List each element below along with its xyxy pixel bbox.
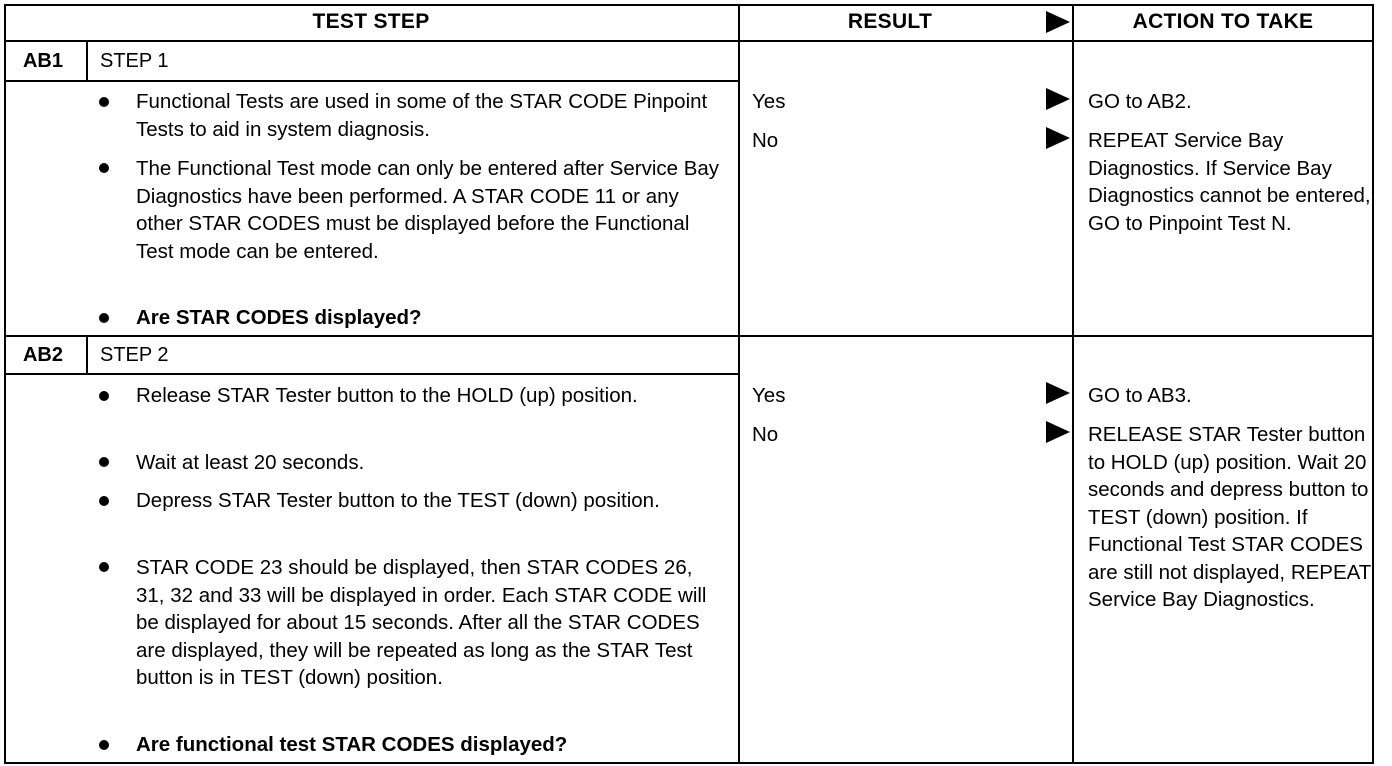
result-no: No [752, 423, 779, 446]
table-bottom-border [4, 762, 1374, 764]
step2-bullet-3: Depress STAR Tester button to the TEST (down) position. [136, 489, 660, 512]
bullet-icon [99, 391, 109, 401]
action-column-divider [1072, 4, 1074, 764]
result-column-divider [738, 4, 740, 764]
step2-bullet-2: Wait at least 20 seconds. [136, 451, 365, 474]
step1-question: Are STAR CODES displayed? [136, 306, 422, 329]
bullet-icon [99, 496, 109, 506]
step1-label-underline [4, 80, 738, 82]
step-id: AB1 [22, 50, 63, 72]
arrow-icon [1046, 421, 1070, 443]
action-yes: GO to AB3. [1088, 384, 1192, 407]
arrow-icon [1046, 382, 1070, 404]
header-action: ACTION TO TAKE [1132, 10, 1314, 33]
step2-label-underline [4, 373, 738, 375]
result-yes: Yes [752, 90, 786, 113]
action-no: RELEASE STAR Tester button to HOLD (up) position. Wait 20 seconds and depress button to TEST (down) position. If Functional Test STAR CODES are still not displayed, REPEAT Service Bay Diagnostics. [1088, 423, 1371, 611]
step1-bullet-1: Functional Tests are used in some of the STAR CODE Pinpoint Tests to aid in system diagnosis. [136, 90, 708, 141]
step-label: STEP 1 [100, 50, 169, 72]
result-no: No [752, 129, 779, 152]
arrow-icon [1046, 88, 1070, 110]
bullet-icon [99, 163, 109, 173]
stepid-divider-1 [86, 40, 88, 82]
bullet-icon [99, 740, 109, 750]
step-label: STEP 2 [100, 344, 169, 366]
arrow-icon [1046, 127, 1070, 149]
header-bottom-border [4, 40, 1374, 42]
step-id: AB2 [22, 344, 63, 366]
stepid-divider-2 [86, 335, 88, 375]
table-left-border [4, 4, 6, 764]
bullet-icon [99, 562, 109, 572]
step2-bullet-1: Release STAR Tester button to the HOLD (up) position. [136, 384, 638, 407]
header-test-step: TEST STEP [312, 10, 430, 33]
bullet-icon [99, 97, 109, 107]
bullet-icon [99, 313, 109, 323]
bullet-icon [99, 457, 109, 467]
step2-question: Are functional test STAR CODES displayed? [136, 733, 568, 756]
step2-bullet-4: STAR CODE 23 should be displayed, then STAR CODES 26, 31, 32 and 33 will be displayed in order. Each STAR CODE will be displayed for about 15 seconds. After all the STAR CODES are displayed, they will be repeated as long as the STAR Test button is in TEST (down) position. [136, 556, 707, 689]
step1-bullet-2: The Functional Test mode can only be entered after Service Bay Diagnostics have been performed. A STAR CODE 11 or any other STAR CODES must be displayed before the Functional Test mode can be entered. [136, 157, 720, 263]
result-yes: Yes [752, 384, 786, 407]
action-no: REPEAT Service Bay Diagnostics. If Service Bay Diagnostics cannot be entered, GO to Pinpoint Test N. [1088, 129, 1371, 235]
action-yes: GO to AB2. [1088, 90, 1192, 113]
header-result: RESULT [847, 10, 933, 33]
row-divider [4, 335, 1374, 337]
header-arrow-icon [1046, 11, 1070, 33]
